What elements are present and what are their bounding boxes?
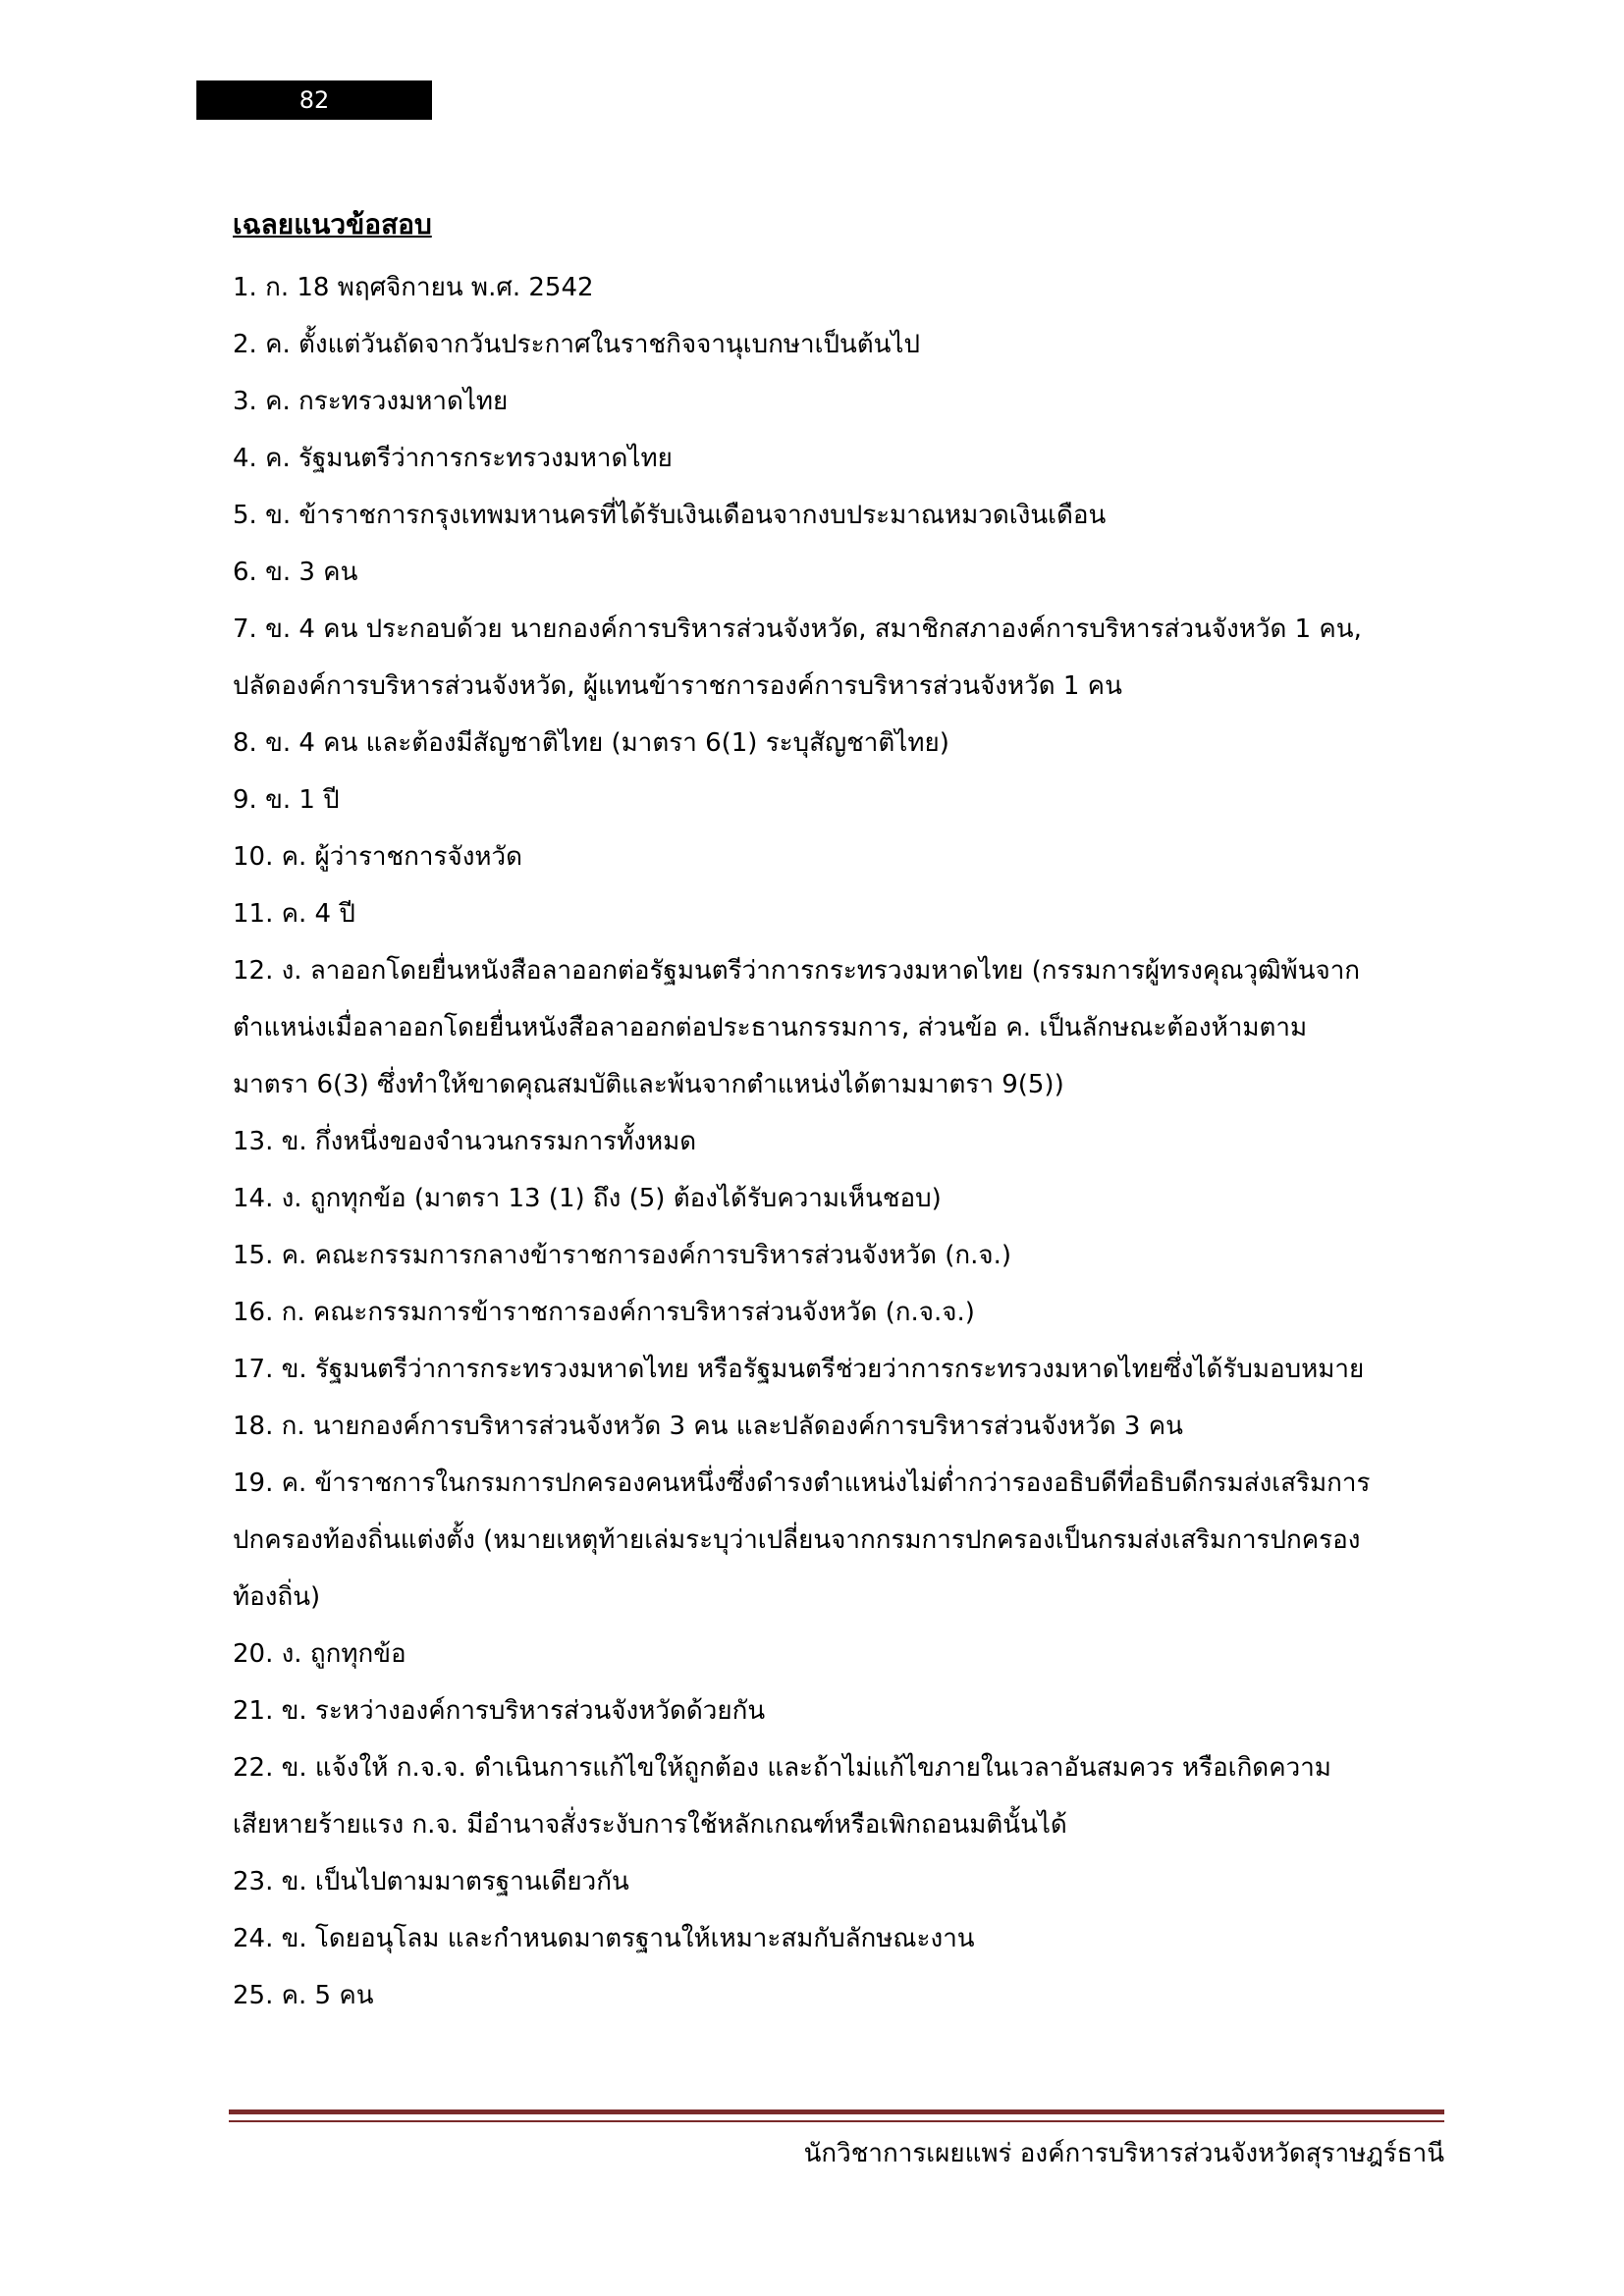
- answer-item: [233, 1170, 1450, 1227]
- footer-divider: [229, 2109, 1444, 2114]
- answer-line: เสียหายร้ายแรง ก.จ. มีอำนาจสั่งระงับการใช้หลักเกณฑ์หรือเพิกถอนมตินั้นได้: [233, 1810, 1067, 1840]
- answer-item: [233, 885, 1450, 942]
- answer-line: ตำแหน่งเมื่อลาออกโดยยื่นหนังสือลาออกต่อประธานกรรมการ, ส่วนข้อ ค. เป็นลักษณะต้องห้ามตาม: [233, 1013, 1308, 1042]
- answer-line: 19. ค. ข้าราชการในกรมการปกครองคนหนึ่งซึ่งดำรงตำแหน่งไม่ต่ำกว่ารองอธิบดีที่อธิบดีกรมส่งเสริมการ: [233, 1468, 1371, 1498]
- answer-line: 22. ข. แจ้งให้ ก.จ.จ. ดำเนินการแก้ไขให้ถูกต้อง และถ้าไม่แก้ไขภายในเวลาอันสมควร หรือเกิดความ: [233, 1753, 1331, 1783]
- answer-item: [233, 1227, 1450, 1284]
- answer-item: [233, 316, 1450, 373]
- answer-line: 16. ก. คณะกรรมการข้าราชการองค์การบริหารส่วนจังหวัด (ก.จ.จ.): [233, 1298, 975, 1327]
- answer-line: 15. ค. คณะกรรมการกลางข้าราชการองค์การบริหารส่วนจังหวัด (ก.จ.): [233, 1241, 1012, 1270]
- answer-item: [233, 1853, 1450, 1910]
- answer-item: [233, 828, 1450, 885]
- answer-item: [233, 1113, 1450, 1170]
- answer-line: มาตรา 6(3) ซึ่งทำให้ขาดคุณสมบัติและพ้นจากตำแหน่งได้ตามมาตรา 9(5)): [233, 1070, 1064, 1099]
- answer-line: 17. ข. รัฐมนตรีว่าการกระทรวงมหาดไทย หรือรัฐมนตรีช่วยว่าการกระทรวงมหาดไทยซึ่งได้รับมอบหมาย: [233, 1355, 1365, 1384]
- answer-line: 23. ข. เป็นไปตามมาตรฐานเดียวกัน: [233, 1867, 629, 1896]
- answer-item: [233, 544, 1450, 601]
- answer-item: [233, 1739, 1450, 1853]
- answer-line: 3. ค. กระทรวงมหาดไทย: [233, 387, 509, 416]
- answer-item: [233, 259, 1450, 316]
- answer-line: 14. ง. ถูกทุกข้อ (มาตรา 13 (1) ถึง (5) ต้องได้รับความเห็นชอบ): [233, 1184, 942, 1213]
- answer-item: [233, 1455, 1450, 1626]
- answer-item: [233, 1910, 1450, 1967]
- answer-item: [233, 1398, 1450, 1455]
- answer-item: [233, 601, 1450, 715]
- answer-item: [233, 1626, 1450, 1682]
- answer-item: [233, 1284, 1450, 1341]
- answer-line: 24. ข. โดยอนุโลม และกำหนดมาตรฐานให้เหมาะสมกับลักษณะงาน: [233, 1924, 975, 1953]
- answer-line: 13. ข. กึ่งหนึ่งของจำนวนกรรมการทั้งหมด: [233, 1127, 697, 1156]
- answer-line: ท้องถิ่น): [233, 1582, 321, 1612]
- answer-key: [233, 204, 1450, 2024]
- answer-line: 6. ข. 3 คน: [233, 558, 358, 587]
- answer-key-heading: เฉลยแนวข้อสอบ: [233, 208, 432, 240]
- answer-line: 5. ข. ข้าราชการกรุงเทพมหานครที่ได้รับเงินเดือนจากงบประมาณหมวดเงินเดือน: [233, 501, 1107, 530]
- answer-line: 2. ค. ตั้งแต่วันถัดจากวันประกาศในราชกิจจานุเบกษาเป็นต้นไป: [233, 330, 920, 359]
- answer-line: 25. ค. 5 คน: [233, 1981, 374, 2010]
- answer-line: 20. ง. ถูกทุกข้อ: [233, 1639, 406, 1669]
- answer-item: [233, 430, 1450, 487]
- answer-list: [233, 259, 1450, 2024]
- answer-item: [233, 715, 1450, 772]
- page-number: 82: [196, 80, 432, 120]
- answer-item: [233, 487, 1450, 544]
- answer-item: [233, 942, 1450, 1113]
- answer-item: [233, 1682, 1450, 1739]
- answer-line: 7. ข. 4 คน ประกอบด้วย นายกองค์การบริหารส่วนจังหวัด, สมาชิกสภาองค์การบริหารส่วนจังหวัด 1 คน,: [233, 614, 1362, 644]
- answer-line: ปลัดองค์การบริหารส่วนจังหวัด, ผู้แทนข้าราชการองค์การบริหารส่วนจังหวัด 1 คน: [233, 671, 1122, 701]
- answer-line: 8. ข. 4 คน และต้องมีสัญชาติไทย (มาตรา 6(1) ระบุสัญชาติไทย): [233, 728, 949, 758]
- answer-line: 4. ค. รัฐมนตรีว่าการกระทรวงมหาดไทย: [233, 444, 673, 473]
- answer-line: ปกครองท้องถิ่นแต่งตั้ง (หมายเหตุท้ายเล่มระบุว่าเปลี่ยนจากกรมการปกครองเป็นกรมส่งเสริมการปกครอง: [233, 1525, 1361, 1555]
- answer-line: 10. ค. ผู้ว่าราชการจังหวัด: [233, 842, 523, 872]
- footer-text: นักวิชาการเผยแพร่ องค์การบริหารส่วนจังหวัดสุราษฎร์ธานี: [803, 2139, 1444, 2168]
- answer-line: 12. ง. ลาออกโดยยื่นหนังสือลาออกต่อรัฐมนตรีว่าการกระทรวงมหาดไทย (กรรมการผู้ทรงคุณวุฒิพ้นจาก: [233, 956, 1361, 986]
- answer-line: 1. ก. 18 พฤศจิกายน พ.ศ. 2542: [233, 273, 594, 302]
- answer-line: 9. ข. 1 ปี: [233, 785, 340, 815]
- answer-item: [233, 1341, 1450, 1398]
- footer-divider-thin: [229, 2120, 1444, 2122]
- answer-line: 11. ค. 4 ปี: [233, 899, 355, 929]
- answer-item: [233, 1967, 1450, 2024]
- answer-item: [233, 373, 1450, 430]
- answer-line: 18. ก. นายกองค์การบริหารส่วนจังหวัด 3 คน และปลัดองค์การบริหารส่วนจังหวัด 3 คน: [233, 1412, 1183, 1441]
- answer-item: [233, 772, 1450, 828]
- answer-line: 21. ข. ระหว่างองค์การบริหารส่วนจังหวัดด้วยกัน: [233, 1696, 766, 1726]
